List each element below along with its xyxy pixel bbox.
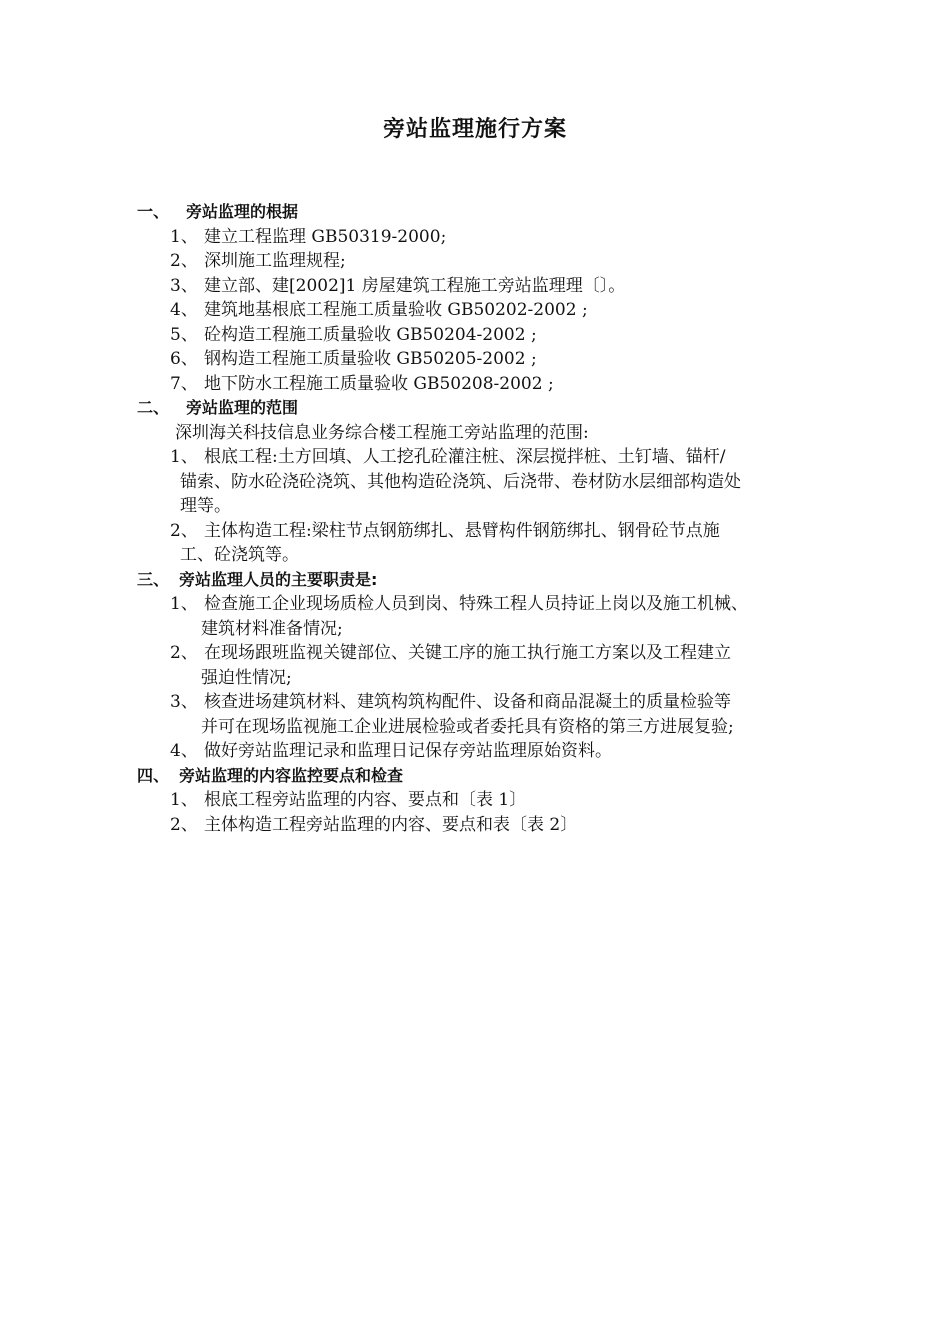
section-title: 旁站监理的内容监控要点和检查 — [179, 765, 404, 785]
item-number: 6、 — [170, 349, 198, 369]
list-item — [137, 519, 837, 568]
item-text-line: 并可在现场监视施工企业进展检验或者委托具有资格的第三方进展复验; — [201, 716, 734, 737]
page-title: 旁站监理施行方案 — [382, 117, 567, 142]
list-item — [137, 372, 837, 397]
document-body — [137, 200, 837, 837]
section-heading-duties — [137, 568, 837, 593]
item-text: 建筑地基根底工程施工质量验收 GB50202-2002 ; — [204, 300, 588, 320]
item-number: 3、 — [170, 275, 198, 296]
section-heading-content — [137, 764, 837, 789]
item-number: 1、 — [170, 226, 198, 247]
section-heading-scope — [137, 396, 837, 421]
list-item — [137, 249, 837, 274]
item-text-line: 检查施工企业现场质检人员到岗、特殊工程人员持证上岗以及施工机械、 — [204, 594, 748, 614]
item-number: 2、 — [170, 520, 198, 541]
item-number: 2、 — [170, 643, 198, 663]
list-item — [137, 445, 837, 519]
item-text-line: 根底工程:土方回填、人工挖孔砼灌注桩、深层搅拌桩、土钉墙、锚杆/ — [204, 447, 726, 467]
item-text-line: 核查进场建筑材料、建筑构筑构配件、设备和商品混凝土的质量检验等 — [204, 692, 731, 712]
item-text-line: 主体构造工程:梁柱节点钢筋绑扎、悬臂构件钢筋绑扎、钢骨砼节点施 — [204, 520, 720, 541]
item-number: 2、 — [170, 814, 198, 835]
item-text: 深圳施工监理规程; — [204, 251, 346, 271]
item-text: 做好旁站监理记录和监理日记保存旁站监理原始资料。 — [204, 741, 612, 761]
item-number: 1、 — [170, 594, 198, 614]
list-item — [137, 739, 837, 764]
item-text: 砼构造工程施工质量验收 GB50204-2002 ; — [204, 324, 537, 345]
list-item — [137, 347, 837, 372]
item-text-line: 强迫性情况; — [201, 667, 292, 688]
section-number: 二、 — [137, 398, 170, 417]
list-item — [137, 813, 837, 838]
item-number: 4、 — [170, 741, 198, 761]
list-item — [137, 323, 837, 348]
scope-intro: 深圳海关科技信息业务综合楼工程施工旁站监理的范围: — [175, 422, 589, 443]
item-text: 钢构造工程施工质量验收 GB50205-2002 ; — [204, 349, 537, 369]
list-item — [137, 788, 837, 813]
item-number: 3、 — [170, 692, 198, 712]
list-item — [137, 274, 837, 299]
item-text: 根底工程旁站监理的内容、要点和〔表 1〕 — [204, 790, 527, 810]
section-title: 旁站监理的根据 — [186, 202, 299, 221]
item-number: 1、 — [170, 447, 198, 467]
item-text: 建立工程监理 GB50319-2000; — [204, 226, 447, 247]
item-number: 7、 — [170, 373, 198, 394]
list-item — [137, 225, 837, 250]
list-item — [137, 592, 837, 641]
item-text-line: 理等。 — [180, 496, 231, 516]
section-title: 旁站监理的范围 — [186, 398, 299, 417]
item-number: 5、 — [170, 324, 198, 345]
section-heading-basis — [137, 200, 837, 225]
item-number: 1、 — [170, 790, 198, 810]
item-text-line: 建筑材料准备情况; — [201, 618, 343, 639]
section-title: 旁站监理人员的主要职责是: — [179, 569, 378, 589]
section-number: 四、 — [137, 765, 170, 785]
item-text-line: 锚索、防水砼浇砼浇筑、其他构造砼浇筑、后浇带、卷材防水层细部构造处 — [180, 471, 741, 492]
item-number: 4、 — [170, 300, 198, 320]
list-item — [137, 690, 837, 739]
item-text-line: 在现场跟班监视关键部位、关键工序的施工执行施工方案以及工程建立 — [204, 643, 731, 663]
section-number: 三、 — [137, 569, 170, 589]
section-number: 一、 — [137, 202, 170, 221]
item-text-line: 工、砼浇筑等。 — [180, 545, 299, 565]
item-text: 地下防水工程施工质量验收 GB50208-2002 ; — [204, 373, 554, 394]
item-text: 建立部、建[2002]1 房屋建筑工程施工旁站监理理〔〕。 — [204, 275, 626, 296]
item-number: 2、 — [170, 251, 198, 271]
list-item — [137, 298, 837, 323]
list-item — [137, 641, 837, 690]
item-text: 主体构造工程旁站监理的内容、要点和表〔表 2〕 — [204, 814, 578, 835]
